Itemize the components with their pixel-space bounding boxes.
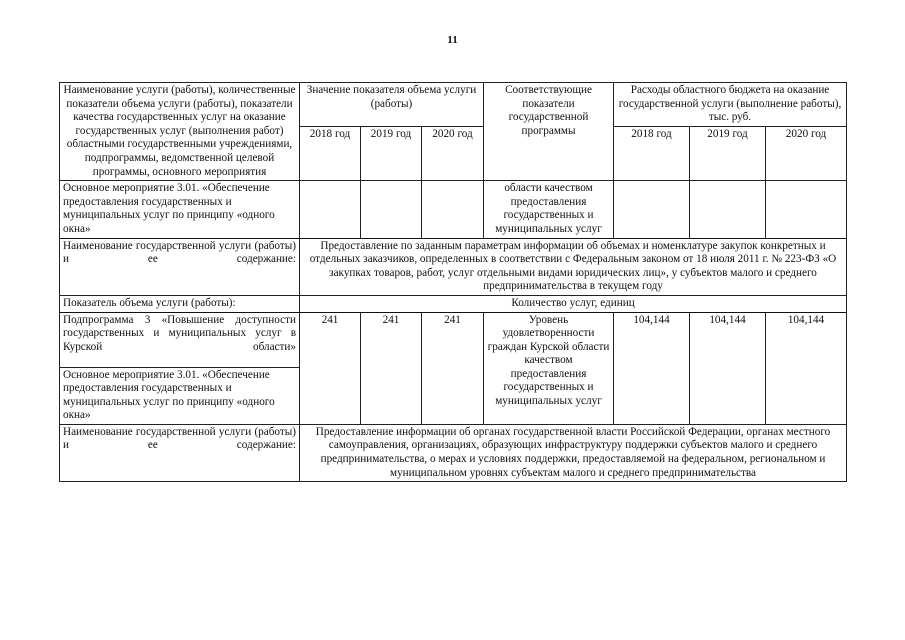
service-content: Предоставление по заданным параметрам информации об объемах и номенклатуре закупок конкретных и отдельных заказчиков, определенных в соответствии с Федеральным законом от 18 июля 2011 г. № 223-ФЗ «О закупках товаров, работ, услуг отдельными видами юридических лиц», у субъектов малого и среднего предпринимательства в текущем году bbox=[300, 238, 847, 295]
empty-cell bbox=[361, 181, 422, 238]
volume-value-2019: 241 bbox=[361, 312, 422, 424]
page-number: 11 bbox=[447, 34, 458, 46]
header-volume-year: 2019 год bbox=[361, 126, 422, 180]
volume-label: Показатель объема услуги (работы): bbox=[60, 295, 300, 312]
empty-cell bbox=[300, 181, 361, 238]
service-label: Наименование государственной услуги (работы) и ее содержание: bbox=[60, 238, 300, 295]
volume-value-2018: 241 bbox=[300, 312, 361, 424]
volume-value-2020: 241 bbox=[422, 312, 484, 424]
header-indicators: Соответствующие показатели государственной программы bbox=[484, 83, 614, 181]
activity-row bbox=[60, 181, 847, 238]
subprogram-indicator: Уровень удовлетворенности граждан Курской области качеством предоставления государственных и муниципальных услуг bbox=[484, 312, 614, 424]
header-volume-group: Значение показателя объема услуги (работы) bbox=[300, 83, 484, 127]
subprogram-name: Подпрограмма 3 «Повышение доступности государственных и муниципальных услуг в Курской области» bbox=[60, 312, 300, 367]
service-row bbox=[60, 424, 847, 481]
empty-cell bbox=[690, 181, 766, 238]
empty-cell bbox=[766, 181, 847, 238]
header-expenses-year: 2020 год bbox=[766, 126, 847, 180]
service-row bbox=[60, 238, 847, 295]
header-volume-year: 2018 год bbox=[300, 126, 361, 180]
subprogram-row bbox=[60, 312, 847, 367]
header-volume-year: 2020 год bbox=[422, 126, 484, 180]
budget-table bbox=[59, 82, 847, 482]
activity-indicator: области качеством предоставления государственных и муниципальных услуг bbox=[484, 181, 614, 238]
volume-row bbox=[60, 295, 847, 312]
header-row bbox=[60, 83, 847, 127]
expenses-value-2019: 104,144 bbox=[690, 312, 766, 424]
header-service-name: Наименование услуги (работы), количественные показатели объема услуги (работы), показатели качества государственных услуг на оказание государственных услуг (выполнения работ) областными государственными учреждениями, подпрограммы, ведомственной целевой программы, основного мероприятия bbox=[60, 83, 300, 181]
expenses-value-2020: 104,144 bbox=[766, 312, 847, 424]
header-expenses-year: 2019 год bbox=[690, 126, 766, 180]
volume-content: Количество услуг, единиц bbox=[300, 295, 847, 312]
expenses-value-2018: 104,144 bbox=[614, 312, 690, 424]
empty-cell bbox=[422, 181, 484, 238]
header-expenses-group: Расходы областного бюджета на оказание государственной услуги (выполнение работы), тыс. руб. bbox=[614, 83, 847, 127]
service-content: Предоставление информации об органах государственной власти Российской Федерации, органах местного самоуправления, организациях, образующих инфраструктуру поддержки субъектов малого и среднего предпринимательства, о мерах и условиях поддержки, предоставляемой на федеральном, региональном и муниципальном уровнях субъектам малого и среднего предпринимательства bbox=[300, 424, 847, 481]
service-label: Наименование государственной услуги (работы) и ее содержание: bbox=[60, 424, 300, 481]
header-expenses-year: 2018 год bbox=[614, 126, 690, 180]
activity-name: Основное мероприятие 3.01. «Обеспечение предоставления государственных и муниципальных услуг по принципу «одного окна» bbox=[60, 181, 300, 238]
subprogram-activity: Основное мероприятие 3.01. «Обеспечение предоставления государственных и муниципальных услуг по принципу «одного окна» bbox=[60, 367, 300, 424]
empty-cell bbox=[614, 181, 690, 238]
